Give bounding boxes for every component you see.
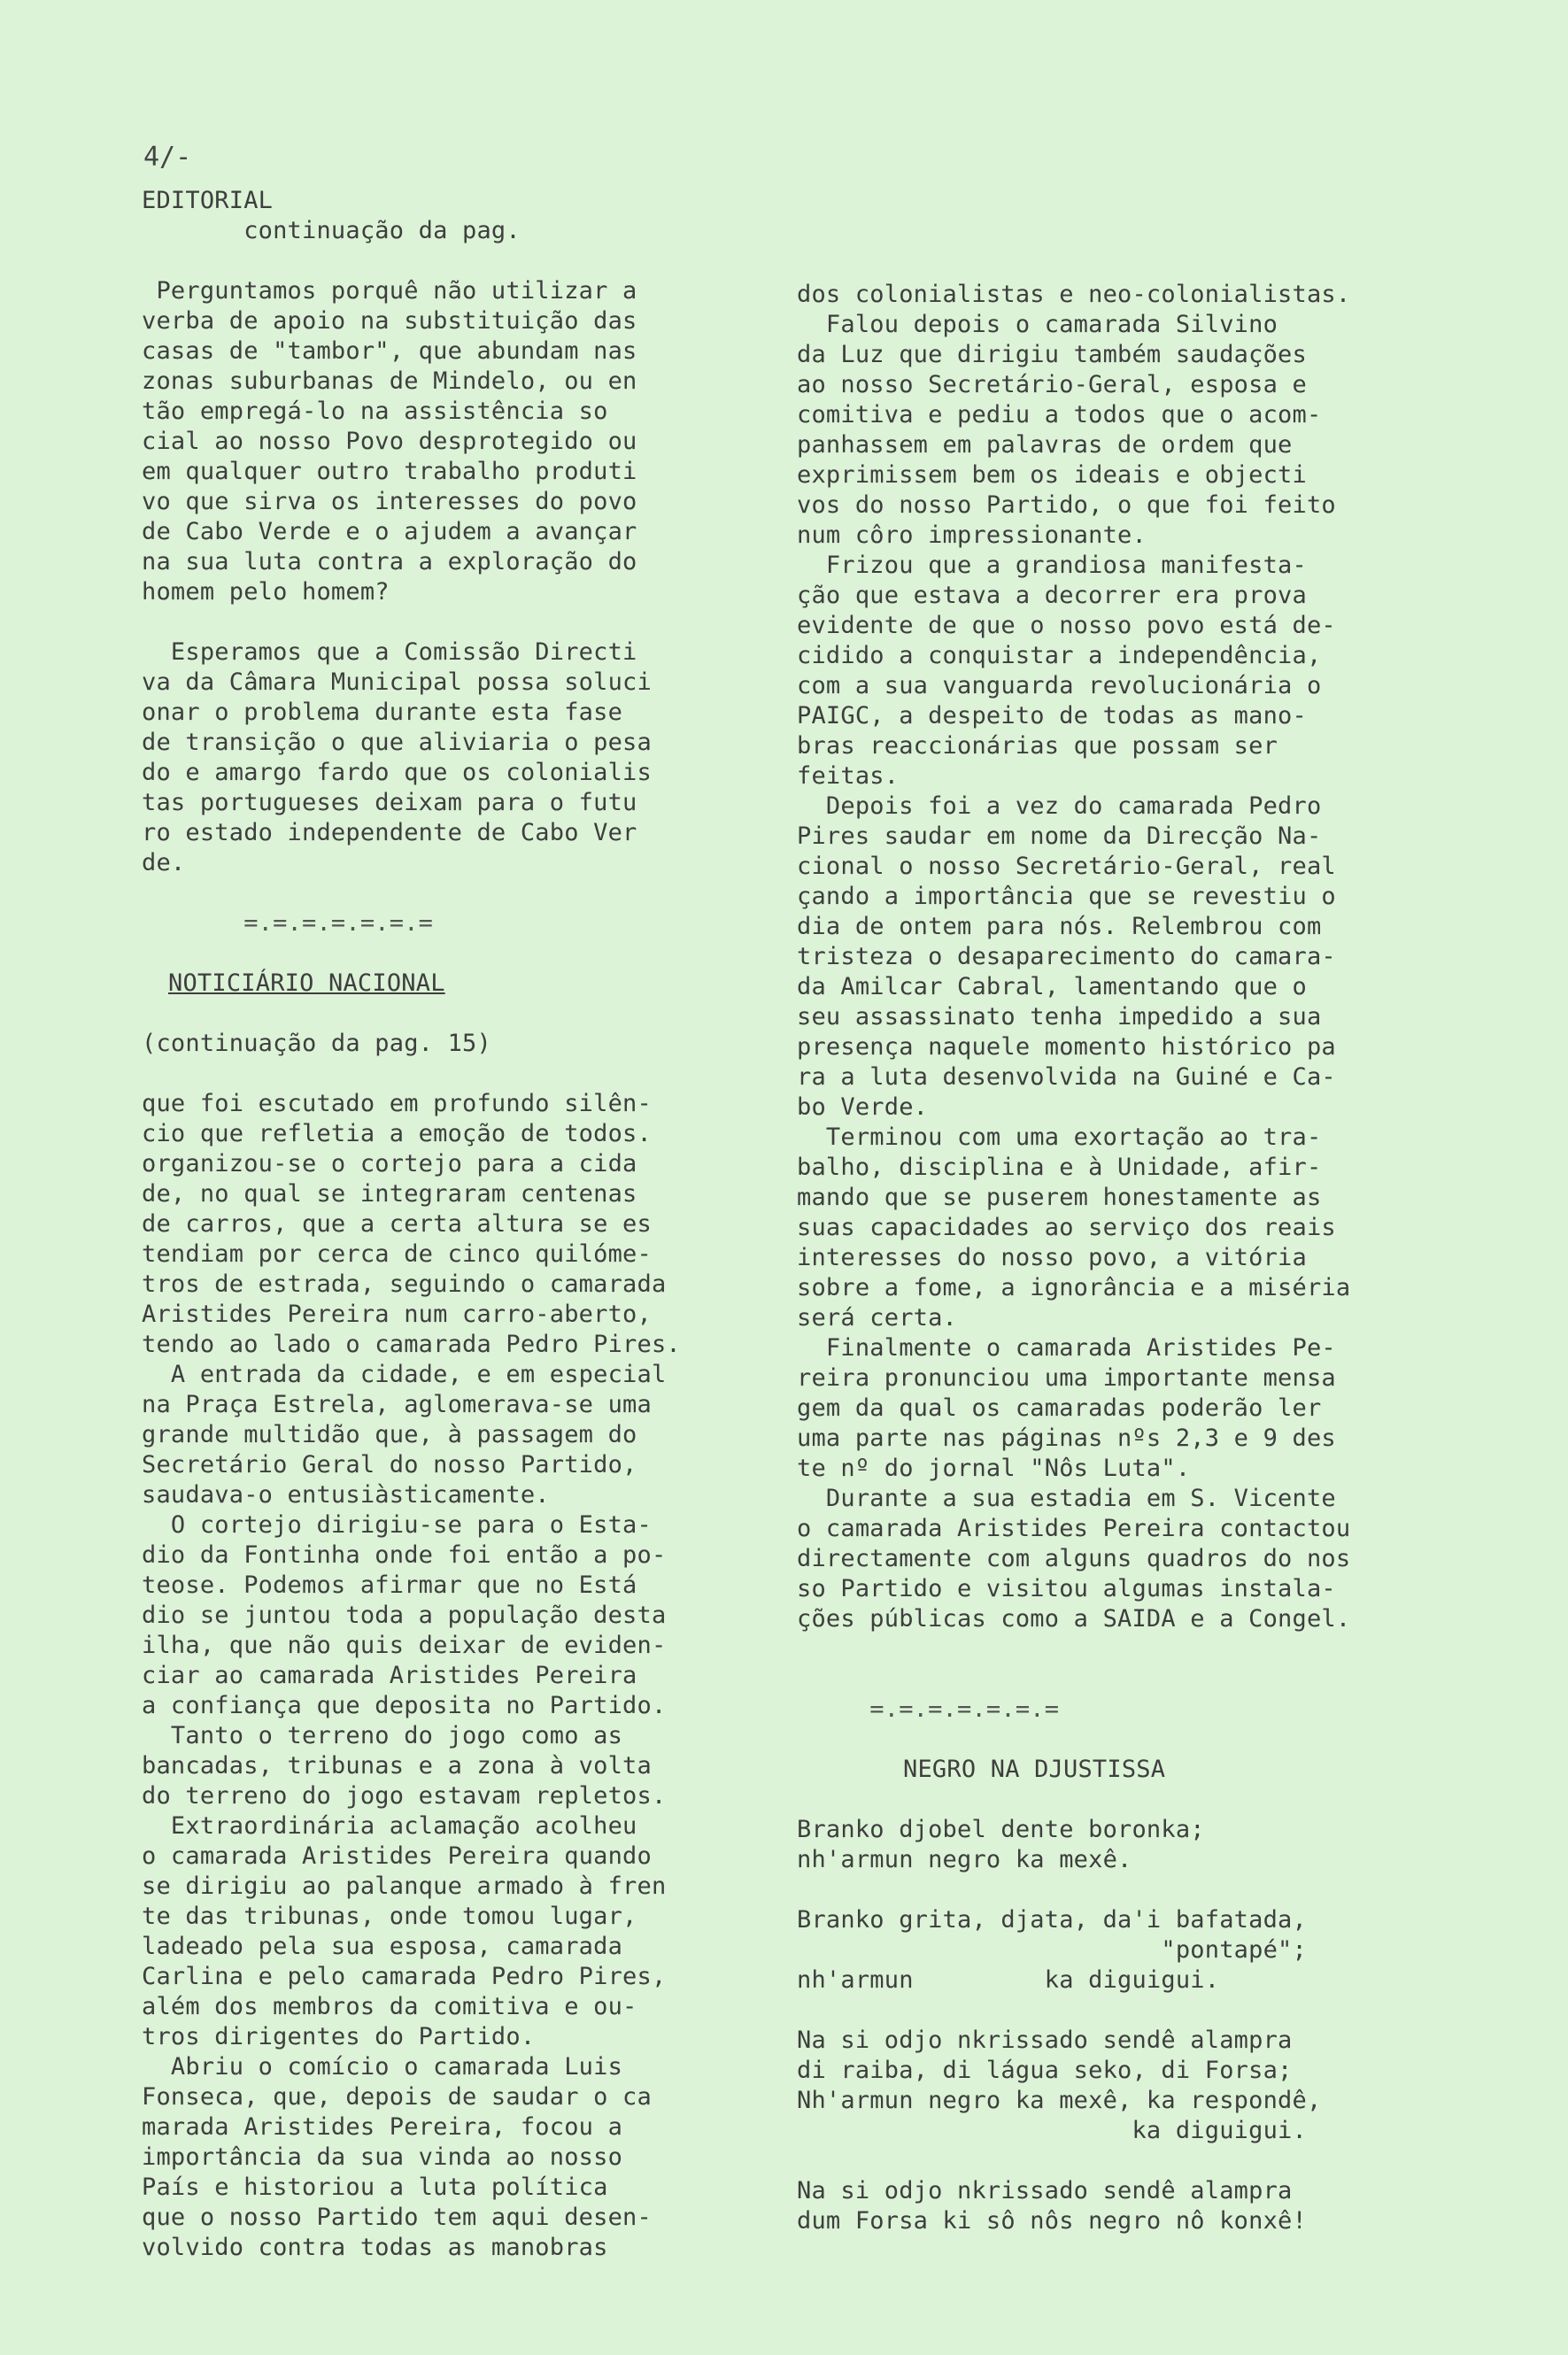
text-line: interesses do nosso povo, a vitória — [797, 1244, 1307, 1271]
text-line: dio se juntou toda a população desta — [142, 1602, 667, 1629]
text-line: verba de apoio na substituição das — [142, 307, 637, 335]
text-line: em qualquer outro trabalho produti — [142, 458, 637, 485]
text-line: directamente com alguns quadros do nos — [797, 1545, 1351, 1572]
text-line — [797, 2146, 1470, 2176]
text-line: so Partido e visitou algumas instala- — [797, 1575, 1336, 1602]
text-line: de carros, que a certa altura se es — [142, 1210, 652, 1238]
text-line: onar o problema durante esta fase — [142, 699, 623, 726]
text-line: grande multidão que, à passagem do — [142, 1421, 637, 1448]
noticiario-continuation — [797, 280, 1470, 1634]
text-line: que o nosso Partido tem aqui desen- — [142, 2204, 652, 2231]
text-line: num côro impressionante. — [797, 521, 1147, 549]
text-line: Branko djobel dente boronka; — [797, 1816, 1205, 1843]
text-line: de Cabo Verde e o ajudem a avançar — [142, 518, 637, 545]
text-line: tendiam por cerca de cinco quilóme- — [142, 1240, 652, 1268]
text-line: A entrada da cidade, e em especial — [142, 1361, 667, 1388]
text-line: ladeado pela sua esposa, camarada — [142, 1933, 623, 1960]
text-line: do terreno do jogo estavam repletos. — [142, 1782, 667, 1810]
text-line: ções públicas como a SAIDA e a Congel. — [797, 1605, 1351, 1633]
text-line: ilha, que não quis deixar de eviden- — [142, 1632, 667, 1659]
text-line: O cortejo dirigiu-se para o Esta- — [142, 1511, 652, 1539]
text-line: importância da sua vinda ao nosso — [142, 2143, 623, 2171]
text-line: sobre a fome, a ignorância e a miséria — [797, 1274, 1351, 1301]
text-line: Depois foi a vez do camarada Pedro — [797, 792, 1322, 820]
text-line: Terminou com uma exortação ao tra- — [797, 1123, 1322, 1151]
text-line: Frizou que a grandiosa manifesta- — [797, 552, 1307, 579]
section-separator: =.=.=.=.=.=.= — [142, 909, 434, 937]
text-line: nh'armun negro ka mexê. — [797, 1846, 1132, 1873]
text-line: zonas suburbanas de Mindelo, ou en — [142, 367, 637, 395]
text-line: Pires saudar em nome da Direcção Na- — [797, 822, 1322, 850]
text-line: volvido contra todas as manobras — [142, 2234, 608, 2261]
text-line: o camarada Aristides Pereira quando — [142, 1842, 652, 1870]
section-separator-2: =.=.=.=.=.=.= — [797, 1695, 1060, 1723]
text-line: Extraordinária aclamação acolheu — [142, 1812, 637, 1840]
text-line: seu assassinato tenha impedido a sua — [797, 1003, 1322, 1031]
text-line: te das tribunas, onde tomou lugar, — [142, 1903, 637, 1930]
text-line: dos colonialistas e neo-colonialistas. — [797, 281, 1351, 308]
editorial-heading: EDITORIAL — [142, 187, 274, 214]
editorial-paragraph-1 — [142, 276, 744, 607]
text-line: teose. Podemos afirmar que no Está — [142, 1571, 637, 1599]
text-line: do e amargo fardo que os colonialis — [142, 759, 652, 786]
text-line: marada Aristides Pereira, focou a — [142, 2113, 623, 2141]
text-line: bo Verde. — [797, 1093, 929, 1121]
text-line: mando que se puserem honestamente as — [797, 1184, 1322, 1211]
text-line: presença naquele momento histórico pa — [797, 1033, 1336, 1061]
right-column — [797, 280, 1470, 2236]
left-column — [142, 186, 744, 2263]
text-line: panhassem em palavras de ordem que — [797, 431, 1293, 459]
editorial-subheading: continuação da pag. — [142, 217, 521, 244]
text-line: bancadas, tribunas e a zona à volta — [142, 1752, 652, 1780]
text-line: tros de estrada, seguindo o camarada — [142, 1270, 667, 1298]
text-line: balho, disciplina e à Unidade, afir- — [797, 1154, 1322, 1181]
text-line: Na si odjo nkrissado sendê alampra — [797, 2027, 1293, 2054]
text-line: Secretário Geral do nosso Partido, — [142, 1451, 637, 1479]
text-line: na sua luta contra a exploração do — [142, 548, 637, 575]
text-line: feitas. — [797, 762, 900, 790]
text-line: tristeza o desaparecimento do camara- — [797, 943, 1336, 970]
text-line: casas de "tambor", que abundam nas — [142, 337, 637, 365]
text-line: cial ao nosso Povo desprotegido ou — [142, 428, 637, 455]
text-line: a confiança que deposita no Partido. — [142, 1692, 667, 1719]
text-line: que foi escutado em profundo silên- — [142, 1090, 652, 1117]
text-line: da Amilcar Cabral, lamentando que o — [797, 973, 1307, 1000]
text-line: será certa. — [797, 1304, 958, 1332]
text-line: tas portugueses deixam para o futu — [142, 789, 637, 816]
text-line: ao nosso Secretário-Geral, esposa e — [797, 371, 1307, 398]
text-line: ra a luta desenvolvida na Guiné e Ca- — [797, 1063, 1336, 1091]
text-line: evidente de que o nosso povo está de- — [797, 612, 1336, 639]
text-line: dia de ontem para nós. Relembrou com — [797, 913, 1322, 940]
text-line: se dirigiu ao palanque armado à fren — [142, 1872, 667, 1900]
text-line: cidido a conquistar a independência, — [797, 642, 1322, 669]
text-line: ro estado independente de Cabo Ver — [142, 819, 637, 846]
text-line: de. — [142, 849, 186, 876]
text-line: exprimissem bem os ideais e objecti — [797, 461, 1307, 489]
text-line: "pontapé"; — [797, 1936, 1307, 1964]
text-line: Aristides Pereira num carro-aberto, — [142, 1301, 652, 1328]
text-line: nh'armun ka diguigui. — [797, 1966, 1220, 1994]
text-line: PAIGC, a despeito de todas as mano- — [797, 702, 1307, 730]
text-line: Tanto o terreno do jogo como as — [142, 1722, 623, 1749]
text-line: tendo ao lado o camarada Pedro Pires. — [142, 1331, 681, 1358]
text-line: organizou-se o cortejo para a cida — [142, 1150, 637, 1178]
text-line: reira pronunciou uma importante mensa — [797, 1364, 1336, 1392]
text-line: cio que refletia a emoção de todos. — [142, 1120, 652, 1147]
text-line: Carlina e pelo camarada Pedro Pires, — [142, 1963, 667, 1990]
text-line: comitiva e pediu a todos que o acom- — [797, 401, 1322, 429]
text-line: çando a importância que se revestiu o — [797, 883, 1336, 910]
text-line: gem da qual os camaradas poderão ler — [797, 1394, 1322, 1422]
poem-body — [797, 1815, 1470, 2236]
text-line: saudava-o entusiàsticamente. — [142, 1481, 550, 1509]
text-line: tros dirigentes do Partido. — [142, 2023, 536, 2050]
noticiario-subheading: (continuação da pag. 15) — [142, 1030, 491, 1057]
text-line: te nº do jornal "Nôs Luta". — [797, 1455, 1191, 1482]
text-line: bras reaccionárias que possam ser — [797, 732, 1278, 760]
text-line: tão empregá-lo na assistência so — [142, 398, 608, 425]
text-line: va da Câmara Municipal possa soluci — [142, 668, 652, 696]
text-line: de, no qual se integraram centenas — [142, 1180, 637, 1208]
text-line: cional o nosso Secretário-Geral, real — [797, 853, 1336, 880]
noticiario-body — [142, 1089, 744, 2263]
poem-title: NEGRO NA DJUSTISSA — [903, 1756, 1166, 1783]
editorial-paragraph-2 — [142, 637, 744, 878]
text-line: na Praça Estrela, aglomerava-se uma — [142, 1391, 652, 1418]
text-line: da Luz que dirigiu também saudações — [797, 341, 1307, 368]
text-line: de transição o que aliviaria o pesa — [142, 729, 652, 756]
text-line: Esperamos que a Comissão Directi — [142, 638, 637, 666]
noticiario-heading: NOTICIÁRIO NACIONAL — [168, 969, 445, 997]
text-line: uma parte nas páginas nºs 2,3 e 9 des — [797, 1425, 1336, 1452]
text-line: Perguntamos porquê não utilizar a — [142, 277, 637, 305]
text-line: o camarada Aristides Pereira contactou — [797, 1515, 1351, 1542]
text-line: Durante a sua estadia em S. Vicente — [797, 1485, 1336, 1512]
text-line: dum Forsa ki sô nôs negro nô konxê! — [797, 2207, 1307, 2235]
text-line: homem pelo homem? — [142, 578, 390, 606]
text-line: suas capacidades ao serviço dos reais — [797, 1214, 1336, 1241]
text-line: vos do nosso Partido, o que foi feito — [797, 491, 1336, 519]
text-line: Branko grita, djata, da'i bafatada, — [797, 1906, 1307, 1934]
text-line: di raiba, di lágua seko, di Forsa; — [797, 2057, 1293, 2084]
page-number: 4/- — [143, 142, 192, 173]
text-line: Na si odjo nkrissado sendê alampra — [797, 2177, 1293, 2204]
text-line: vo que sirva os interesses do povo — [142, 488, 637, 515]
text-line: País e historiou a luta política — [142, 2174, 608, 2201]
text-line: Abriu o comício o camarada Luis — [142, 2053, 623, 2081]
text-line: Falou depois o camarada Silvino — [797, 311, 1278, 338]
text-line: Nh'armun negro ka mexê, ka respondê, — [797, 2087, 1322, 2114]
text-line — [797, 1875, 1470, 1905]
text-line: dio da Fontinha onde foi então a po- — [142, 1541, 667, 1569]
text-line: Fonseca, que, depois de saudar o ca — [142, 2083, 652, 2111]
text-line: Finalmente o camarada Aristides Pe- — [797, 1334, 1336, 1362]
text-line: ção que estava a decorrer era prova — [797, 582, 1307, 609]
text-line: com a sua vanguarda revolucionária o — [797, 672, 1322, 699]
text-line: além dos membros da comitiva e ou- — [142, 1993, 637, 2020]
text-line — [797, 1996, 1470, 2026]
text-line: ka diguigui. — [797, 2117, 1307, 2144]
text-line: ciar ao camarada Aristides Pereira — [142, 1662, 637, 1689]
